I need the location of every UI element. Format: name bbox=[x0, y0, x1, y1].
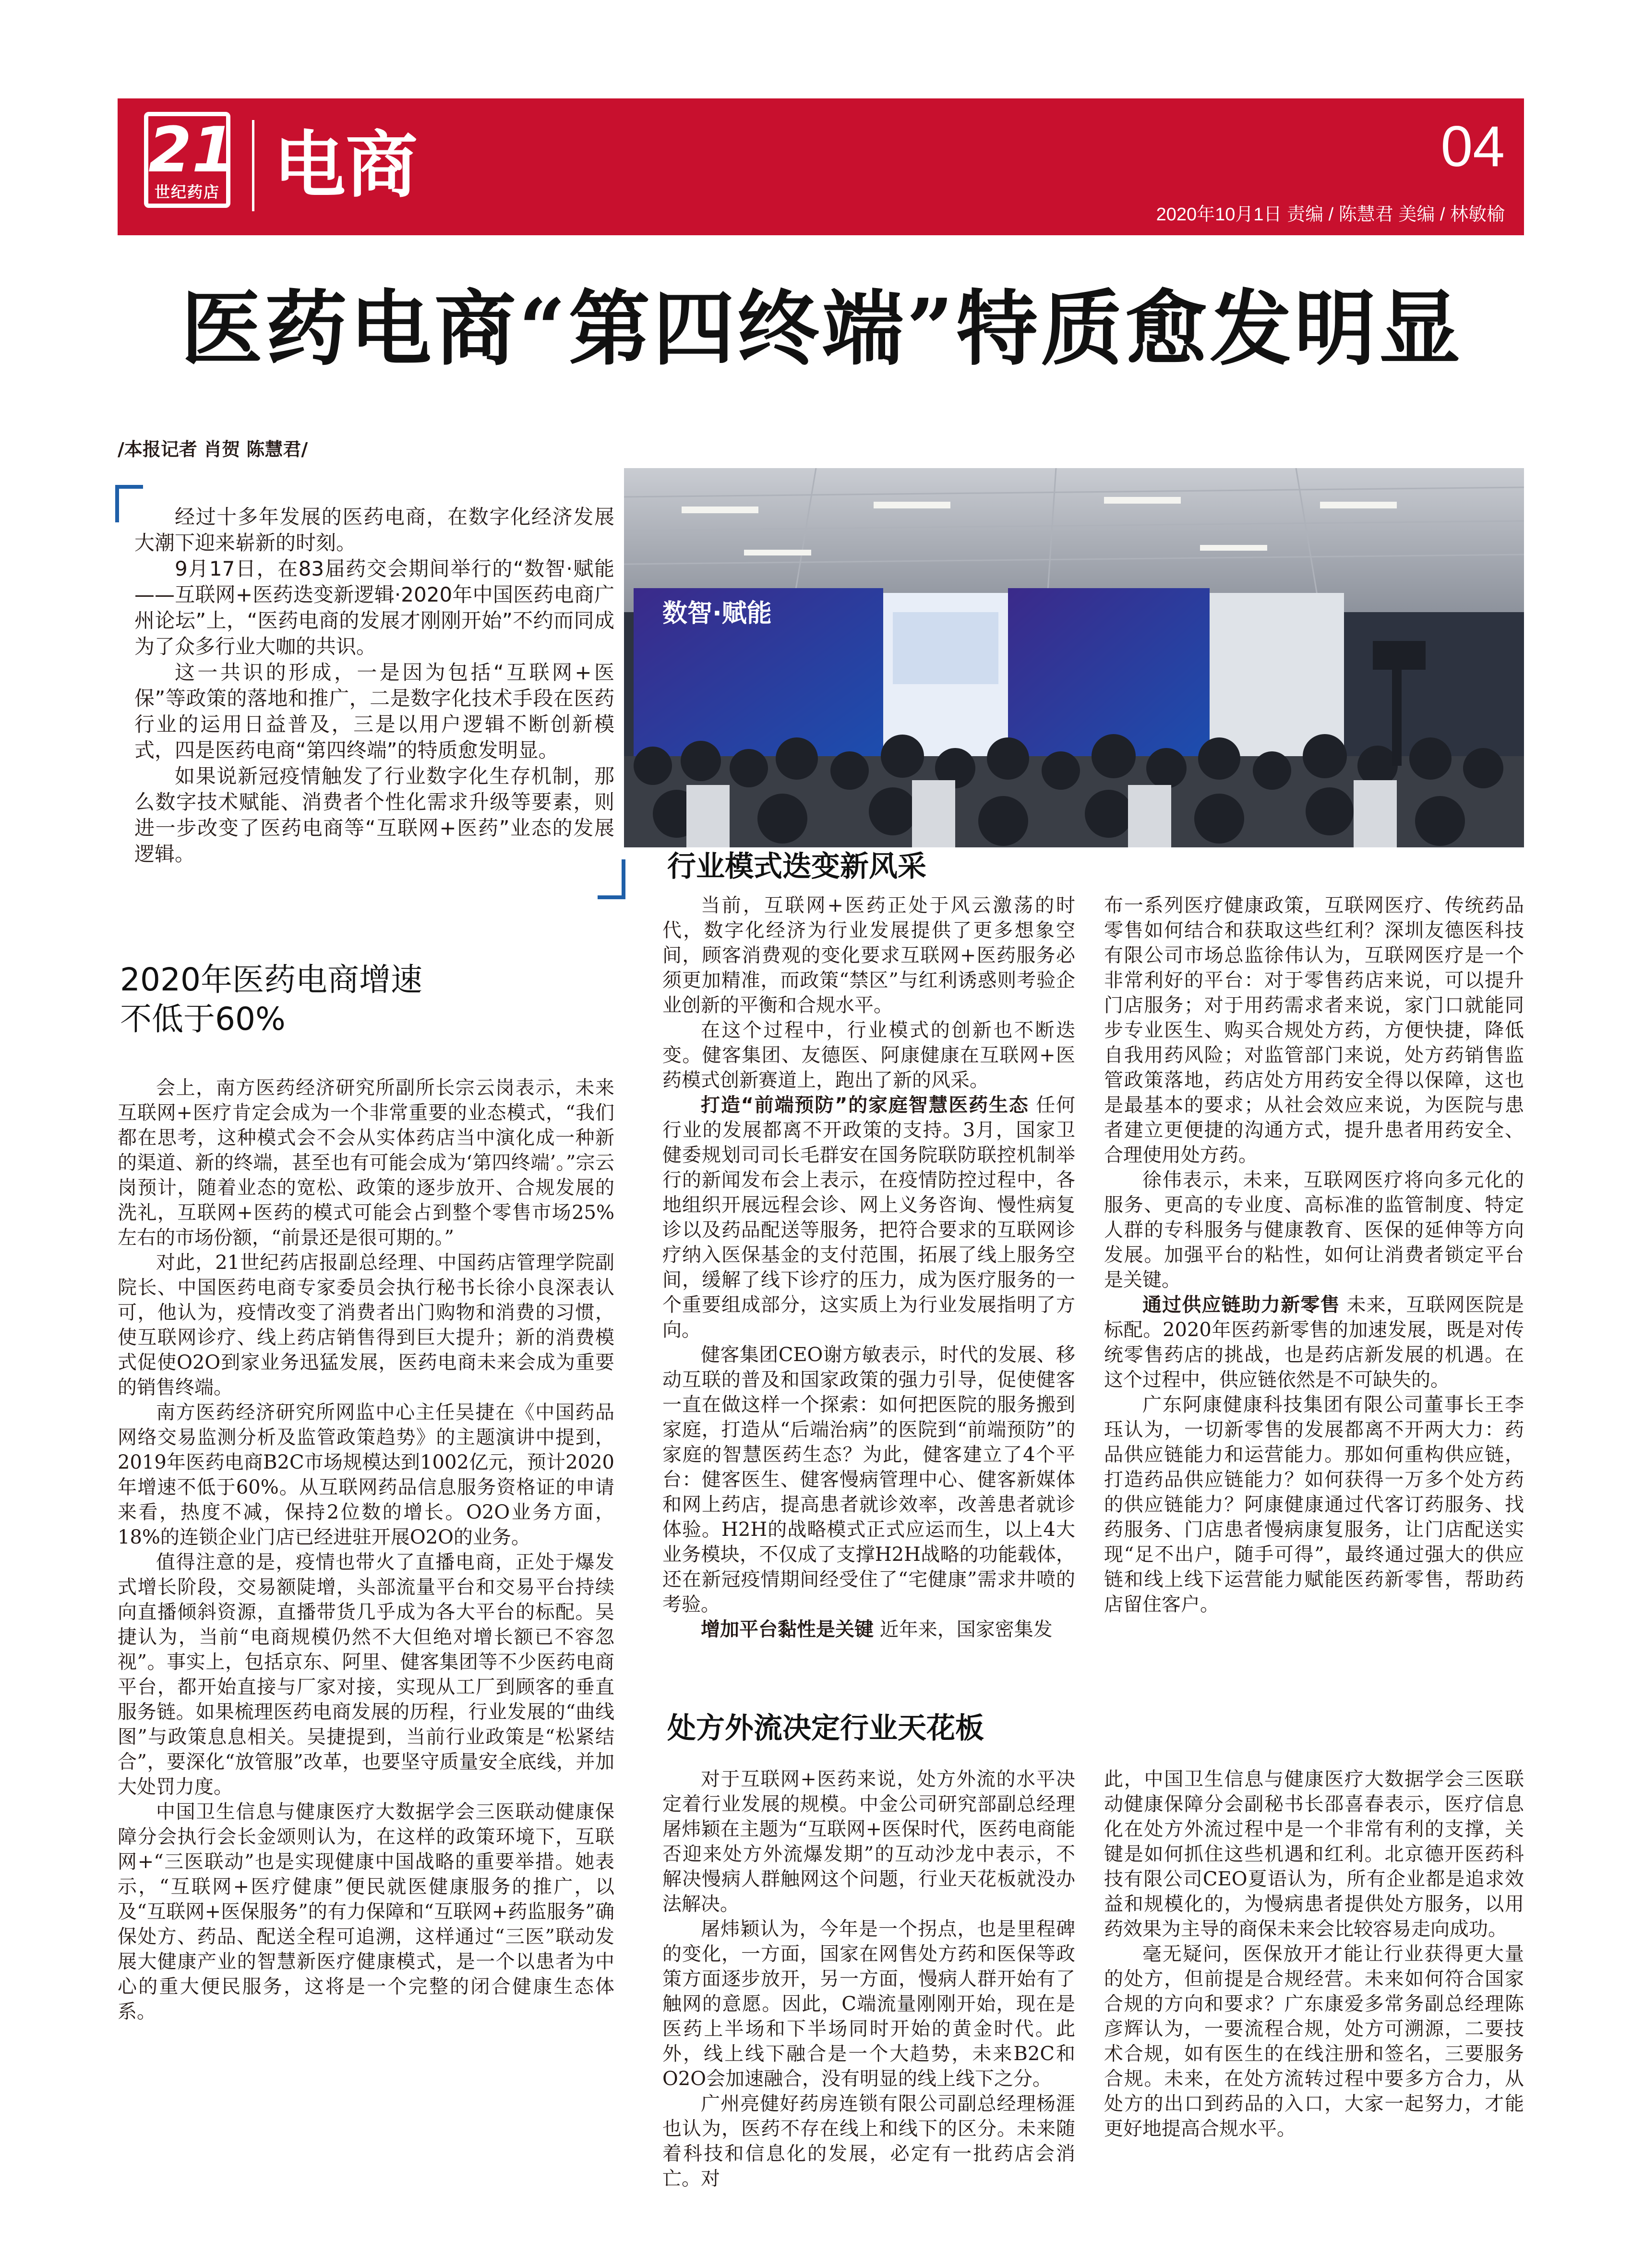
paragraph-text: 在这个过程中，行业模式的创新也不断迭变。健客集团、友德医、阿康健康在互联网+医药模式创新赛道上，跑出了新的风采。 bbox=[662, 1019, 1075, 1091]
paragraph-lead-in: 通过供应链助力新零售 bbox=[1142, 1294, 1340, 1316]
lead-paragraph: 如果说新冠疫情触发了行业数字化生存机制，那么数字技术赋能、消费者个性化需求升级等要素，则进一步改变了医药电商等“互联网+医药”业态的发展逻辑。 bbox=[134, 764, 614, 866]
section3-title: 处方外流决定行业天花板 bbox=[667, 1712, 984, 1745]
body-paragraph: 会上，南方医药经济研究所副所长宗云岗表示，未来互联网+医疗肯定会成为一个非常重要的业态模式，“我们都在思考，这种模式会不会从实体药店当中演化成一种新的渠道、新的终端，甚至也有可能会成为‘第四终端’。”宗云岗预计，随着业态的宽松、政策的逐步放开、合规发展的洗礼，互联网+医药的模式可能会占到整个零售市场25%左右的市场份额，“前景还是很可期的。” bbox=[118, 1077, 614, 1249]
paragraph-text: 任何行业的发展都离不开政策的支持。3月，国家卫健委规划司司长毛群安在国务院联防联控机制举行的新闻发布会上表示，在疫情防控过程中，各地组织开展远程会诊、网上义务咨询、慢性病复诊以及药品配送等服务，把符合要求的互联网诊疗纳入医保基金的支付范围，拓展了线上服务空间，缓解了线下诊疗的压力，成为医疗服务的一个重要组成部分，这实质上为行业发展指明了方向。 bbox=[662, 1094, 1076, 1341]
section-title: 电商 bbox=[274, 124, 418, 207]
dateline: 2020年10月1日 责编 / 陈慧君 美编 / 林敏榆 bbox=[1156, 205, 1505, 225]
paragraph-lead-in: 打造“前端预防”的家庭智慧医药生态 bbox=[701, 1094, 1029, 1116]
paragraph-text: 未来，互联网医院是标配。2020年医药新零售的加速发展，既是对传统零售药店的挑战，也是药店新发展的机遇。在这个过程中，供应链依然是不可缺失的。 bbox=[1104, 1294, 1524, 1391]
body-paragraph: 值得注意的是，疫情也带火了直播电商，正处于爆发式增长阶段，交易额陡增，头部流量平台和交易平台持续向直播倾斜资源，直播带货几乎成为各大平台的标配。吴捷认为，当前“电商规模仍然不大但绝对增长额已不容忽视”。事实上，包括京东、阿里、健客集团等不少医药电商平台，都开始直接与厂家对接，实现从工厂到顾客的垂直服务链。如果梳理医药电商发展的历程，行业发展的“曲线图”与政策息息相关。吴捷提到，当前行业政策是“松紧结合”，要深化“放管服”改革，也要坚守质量安全底线，并加大处罚力度。 bbox=[118, 1551, 614, 1798]
body-paragraph bbox=[662, 1617, 1075, 1642]
masthead bbox=[118, 98, 1524, 235]
body-paragraph: 此，中国卫生信息与健康医疗大数据学会三医联动健康保障分会副秘书长邵喜春表示，医疗信息化在处方外流过程中是一个非常有利的支撑，关键是如何抓住这些机遇和红利。北京德开医药科技有限公司CEO夏语认为，所有企业都是追求效益和规模化的，为慢病患者提供处方服务，以用药效果为主导的商保未来会比较容易走向成功。 bbox=[1104, 1768, 1524, 1940]
body-paragraph: 广州亮健好药房连锁有限公司副总经理杨涯也认为，医药不存在线上和线下的区分。未来随着科技和信息化的发展，必定有一批药店会消亡。对 bbox=[662, 2093, 1075, 2190]
headline: 医药电商“第四终端”特质愈发明显 bbox=[180, 281, 1464, 377]
paragraph-text: 布一系列医疗健康政策，互联网医疗、传统药品零售如何结合和获取这些红利？深圳友德医科技有限公司市场总监徐伟认为，互联网医疗是一个非常利好的平台：对于零售药店来说，可以提升门店服务；对于用药需求者来说，家门口就能同步专业医生、购买合规处方药，方便快捷，降低自我用药风险；对监管部门来说，处方药销售监管政策落地，药店处方用药安全得以保障，这也是最基本的要求；从社会效应来说，为医院与患者建立更便捷的沟通方式，提升患者用药安全、合理使用处方药。 bbox=[1104, 894, 1524, 1166]
lead-paragraph: 这一共识的形成，一是因为包括“互联网+医保”等政策的落地和推广，二是数字化技术手段在医药行业的运用日益普及，三是以用户逻辑不断创新模式，四是医药电商“第四终端”的特质愈发明显。 bbox=[134, 661, 614, 762]
body-paragraph: 毫无疑问，医保放开才能让行业获得更大量的处方，但前提是合规经营。未来如何符合国家合规的方向和要求？广东康爱多常务副总经理陈彦辉认为，一要流程合规，处方可溯源，二要技术合规，如有医生的在线注册和签名，三要服务合规。未来，在处方流转过程中要多方合力，从处方的出口到药品的入口，大家一起努力，才能更好地提高合规水平。 bbox=[1104, 1943, 1524, 2140]
masthead-divider bbox=[252, 120, 254, 211]
body-paragraph bbox=[1104, 1292, 1524, 1392]
lead-paragraph: 经过十多年发展的医药电商，在数字化经济发展大潮下迎来崭新的时刻。 bbox=[134, 505, 614, 555]
section2-title: 行业模式迭变新风采 bbox=[667, 850, 926, 883]
body-paragraph: 屠炜颖认为，今年是一个拐点，也是里程碑的变化，一方面，国家在网售处方药和医保等政策方面逐步放开，另一方面，慢病人群开始有了触网的意愿。因此，C端流量刚刚开始，现在是医药上半场和下半场同时开始的黄金时代。此外，线上线下融合是一个大趋势，未来B2C和O2O会加速融合，没有明显的线上线下之分。 bbox=[662, 1918, 1075, 2090]
body-paragraph: 中国卫生信息与健康医疗大数据学会三医联动健康保障分会执行会长金颂则认为，在这样的政策环境下，互联网+“三医联动”也是实现健康中国战略的重要举措。她表示，“互联网+医疗健康”便民就医健康服务的推广，以及“互联网+医保服务”的有力保障和“互联网+药监服务”确保处方、药品、配送全程可追溯，这样通过“三医”联动发展大健康产业的智慧新医疗健康模式，是一个以患者为中心的重大便民服务，这将是一个完整的闭合健康生态体系。 bbox=[118, 1801, 614, 2023]
conference-photo bbox=[624, 468, 1524, 847]
section3-column-b bbox=[1104, 1767, 1524, 2141]
lead-paragraph: 9月17日，在83届药交会期间举行的“数智·赋能——互联网+医药迭变新逻辑·2020年中国医药电商广州论坛”上，“医药电商的发展才刚刚开始”不约而同成为了众多行业大咖的共识。 bbox=[134, 557, 614, 658]
body-paragraph: 南方医药经济研究所网监中心主任吴捷在《中国药品网络交易监测分析及监管政策趋势》的主题演讲中提到，2019年医药电商B2C市场规模达到1002亿元，预计2020年增速不低于60%。从互联网药品信息服务资格证的申请来看，热度不减，保持2位数的增长。O2O业务方面，18%的连锁企业门店已经进驻开展O2O的业务。 bbox=[118, 1401, 614, 1548]
page-number: 04 bbox=[1440, 114, 1505, 179]
body-paragraph bbox=[662, 1342, 1075, 1617]
byline: /本报记者 肖贺 陈慧君/ bbox=[118, 439, 308, 460]
body-paragraph bbox=[1104, 1392, 1524, 1617]
lead-bracket-bottom-right bbox=[598, 859, 625, 899]
newspaper-logo bbox=[144, 112, 235, 208]
paragraph-text: 近年来，国家密集发 bbox=[879, 1618, 1053, 1641]
paragraph-text: 广东阿康健康科技集团有限公司董事长王李珏认为，一切新零售的发展都离不开两大力：药品供应链能力和运营能力。那如何重构供应链，打造药品供应链能力？如何获得一万多个处方药的供应链能力？阿康健康通过代客订药服务、找药服务、门店患者慢病康复服务，让门店配送实现“足不出户，随手可得”，最终通过强大的供应链和线上线下运营能力赋能医药新零售，帮助药店留住客户。 bbox=[1104, 1394, 1524, 1616]
body-paragraph bbox=[662, 893, 1075, 1018]
paragraph-text: 当前，互联网+医药正处于风云激荡的时代，数字化经济为行业发展提供了更多想象空间，顾客消费观的变化要求互联网+医药服务必须更加精准，而政策“禁区”与红利诱惑则考验企业创新的平衡和合规水平。 bbox=[662, 894, 1075, 1016]
section2-column-b bbox=[1104, 893, 1524, 1617]
logo-name: 世纪药店 bbox=[154, 183, 220, 201]
conference-photo-illustration bbox=[624, 468, 1524, 847]
section3-column-a bbox=[662, 1767, 1075, 2191]
paragraph-lead-in: 增加平台黏性是关键 bbox=[701, 1618, 874, 1641]
body-paragraph bbox=[662, 1093, 1075, 1342]
paragraph-text: 健客集团CEO谢方敏表示，时代的发展、移动互联的普及和国家政策的强力引导，促使健客一直在做这样一个探索：如何把医院的服务搬到家庭，打造从“后端治病”的医院到“前端预防”的家庭的智慧医药生态？为此，健客建立了4个平台：健客医生、健客慢病管理中心、健客新媒体和网上药店，提高患者就诊效率，改善患者就诊体验。H2H的战略模式正式应运而生，以上4大业务模块，不仅成了支撑H2H战略的功能载体，还在新冠疫情期间经受住了“宅健康”需求井喷的考验。 bbox=[662, 1344, 1075, 1616]
body-paragraph bbox=[1104, 1168, 1524, 1292]
lead-paragraphs bbox=[134, 504, 614, 867]
stage-banner-text: 数智·赋能 bbox=[662, 599, 772, 628]
body-paragraph: 对于互联网+医药来说，处方外流的水平决定着行业发展的规模。中金公司研究部副总经理屠炜颖在主题为“互联网+医保时代，医药电商能否迎来处方外流爆发期”的互动沙龙中表示，不解决慢病人群触网这个问题，行业天花板就没办法解决。 bbox=[662, 1768, 1075, 1915]
section1-title bbox=[120, 960, 600, 1039]
section1-title-line2: 不低于60% bbox=[120, 1001, 286, 1037]
section2-column-a bbox=[662, 893, 1075, 1642]
section1-title-line1: 2020年医药电商增速 bbox=[120, 961, 422, 998]
body-paragraph bbox=[662, 1018, 1075, 1093]
body-paragraph bbox=[1104, 893, 1524, 1168]
logo-number: 21 bbox=[148, 113, 235, 186]
section1-column bbox=[118, 1075, 614, 2024]
body-paragraph: 对此，21世纪药店报副总经理、中国药店管理学院副院长、中国医药电商专家委员会执行秘书长徐小良深表认可，他认为，疫情改变了消费者出门购物和消费的习惯，使互联网诊疗、线上药店销售得到巨大提升；新的消费模式促使O2O到家业务迅猛发展，医药电商未来会成为重要的销售终端。 bbox=[118, 1252, 614, 1399]
paragraph-text: 徐伟表示，未来，互联网医疗将向多元化的服务、更高的专业度、高标准的监管制度、特定人群的专科服务与健康教育、医保的延伸等方向发展。加强平台的粘性，如何让消费者锁定平台是关键。 bbox=[1104, 1169, 1524, 1291]
